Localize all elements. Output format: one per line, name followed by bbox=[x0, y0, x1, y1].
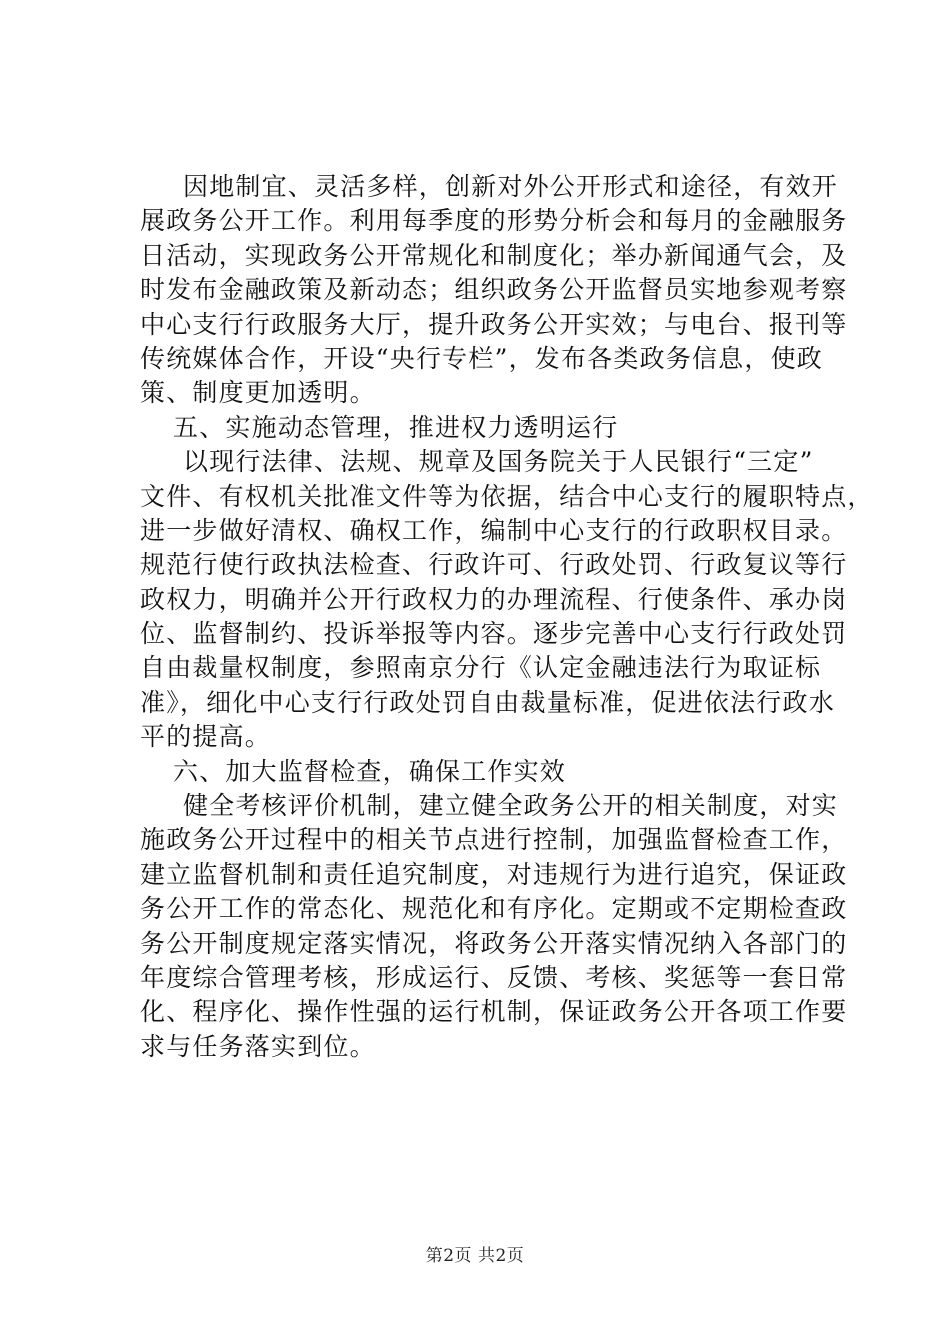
paragraph-line: 务公开工作的常态化、规范化和有序化。定期或不定期检查政 bbox=[140, 894, 848, 924]
paragraph-line: 以现行法律、法规、规章及国务院关于人民银行“三定” bbox=[183, 447, 814, 477]
paragraph-line: 文件、有权机关批准文件等为依据，结合中心支行的履职特点， bbox=[140, 481, 874, 511]
paragraph-line: 自由裁量权制度，参照南京分行《认定金融违法行为取证标 bbox=[140, 653, 822, 683]
paragraph-line: 展政务公开工作。利用每季度的形势分析会和每月的金融服务 bbox=[140, 206, 848, 236]
paragraph-line: 务公开制度规定落实情况，将政务公开落实情况纳入各部门的 bbox=[140, 928, 848, 958]
paragraph-line: 平的提高。 bbox=[140, 722, 272, 752]
paragraph-line: 时发布金融政策及新动态；组织政务公开监督员实地参观考察 bbox=[140, 275, 848, 305]
paragraph-line: 中心支行行政服务大厅，提升政务公开实效；与电台、报刊等 bbox=[140, 309, 848, 339]
paragraph-line: 传统媒体合作，开设“央行专栏”，发布各类政务信息，使政 bbox=[140, 343, 823, 373]
paragraph-line: 进一步做好清权、确权工作，编制中心支行的行政职权目录。 bbox=[140, 515, 848, 545]
paragraph-line: 年度综合管理考核，形成运行、反馈、考核、奖惩等一套日常 bbox=[140, 962, 848, 992]
paragraph-line: 策、制度更加透明。 bbox=[140, 378, 376, 408]
paragraph-line: 准》，细化中心支行行政处罚自由裁量标准，促进依法行政水 bbox=[140, 687, 835, 717]
paragraph-line: 位、监督制约、投诉举报等内容。逐步完善中心支行行政处罚 bbox=[140, 619, 848, 649]
paragraph-line: 日活动，实现政务公开常规化和制度化；举办新闻通气会，及 bbox=[140, 240, 848, 270]
paragraph-line: 化、程序化、操作性强的运行机制，保证政务公开各项工作要 bbox=[140, 997, 848, 1027]
paragraph-line: 因地制宜、灵活多样，创新对外公开形式和途径，有效开 bbox=[183, 172, 839, 201]
paragraph-line: 规范行使行政执法检查、行政许可、行政处罚、行政复议等行 bbox=[140, 550, 848, 580]
paragraph-line: 建立监督机制和责任追究制度，对违规行为进行追究，保证政 bbox=[140, 859, 848, 889]
section-heading-6: 六、加大监督检查，确保工作实效 bbox=[173, 756, 567, 786]
document-body bbox=[140, 170, 874, 1064]
paragraph-line: 健全考核评价机制，建立健全政务公开的相关制度，对实 bbox=[183, 791, 839, 821]
page-number-footer: 第2页 共2页 bbox=[425, 1246, 525, 1266]
paragraph-line: 施政务公开过程中的相关节点进行控制，加强监督检查工作， bbox=[140, 825, 848, 855]
section-heading-5: 五、实施动态管理，推进权力透明运行 bbox=[173, 412, 619, 442]
paragraph-line: 求与任务落实到位。 bbox=[140, 1031, 376, 1061]
paragraph-line: 政权力，明确并公开行政权力的办理流程、行使条件、承办岗 bbox=[140, 584, 848, 614]
